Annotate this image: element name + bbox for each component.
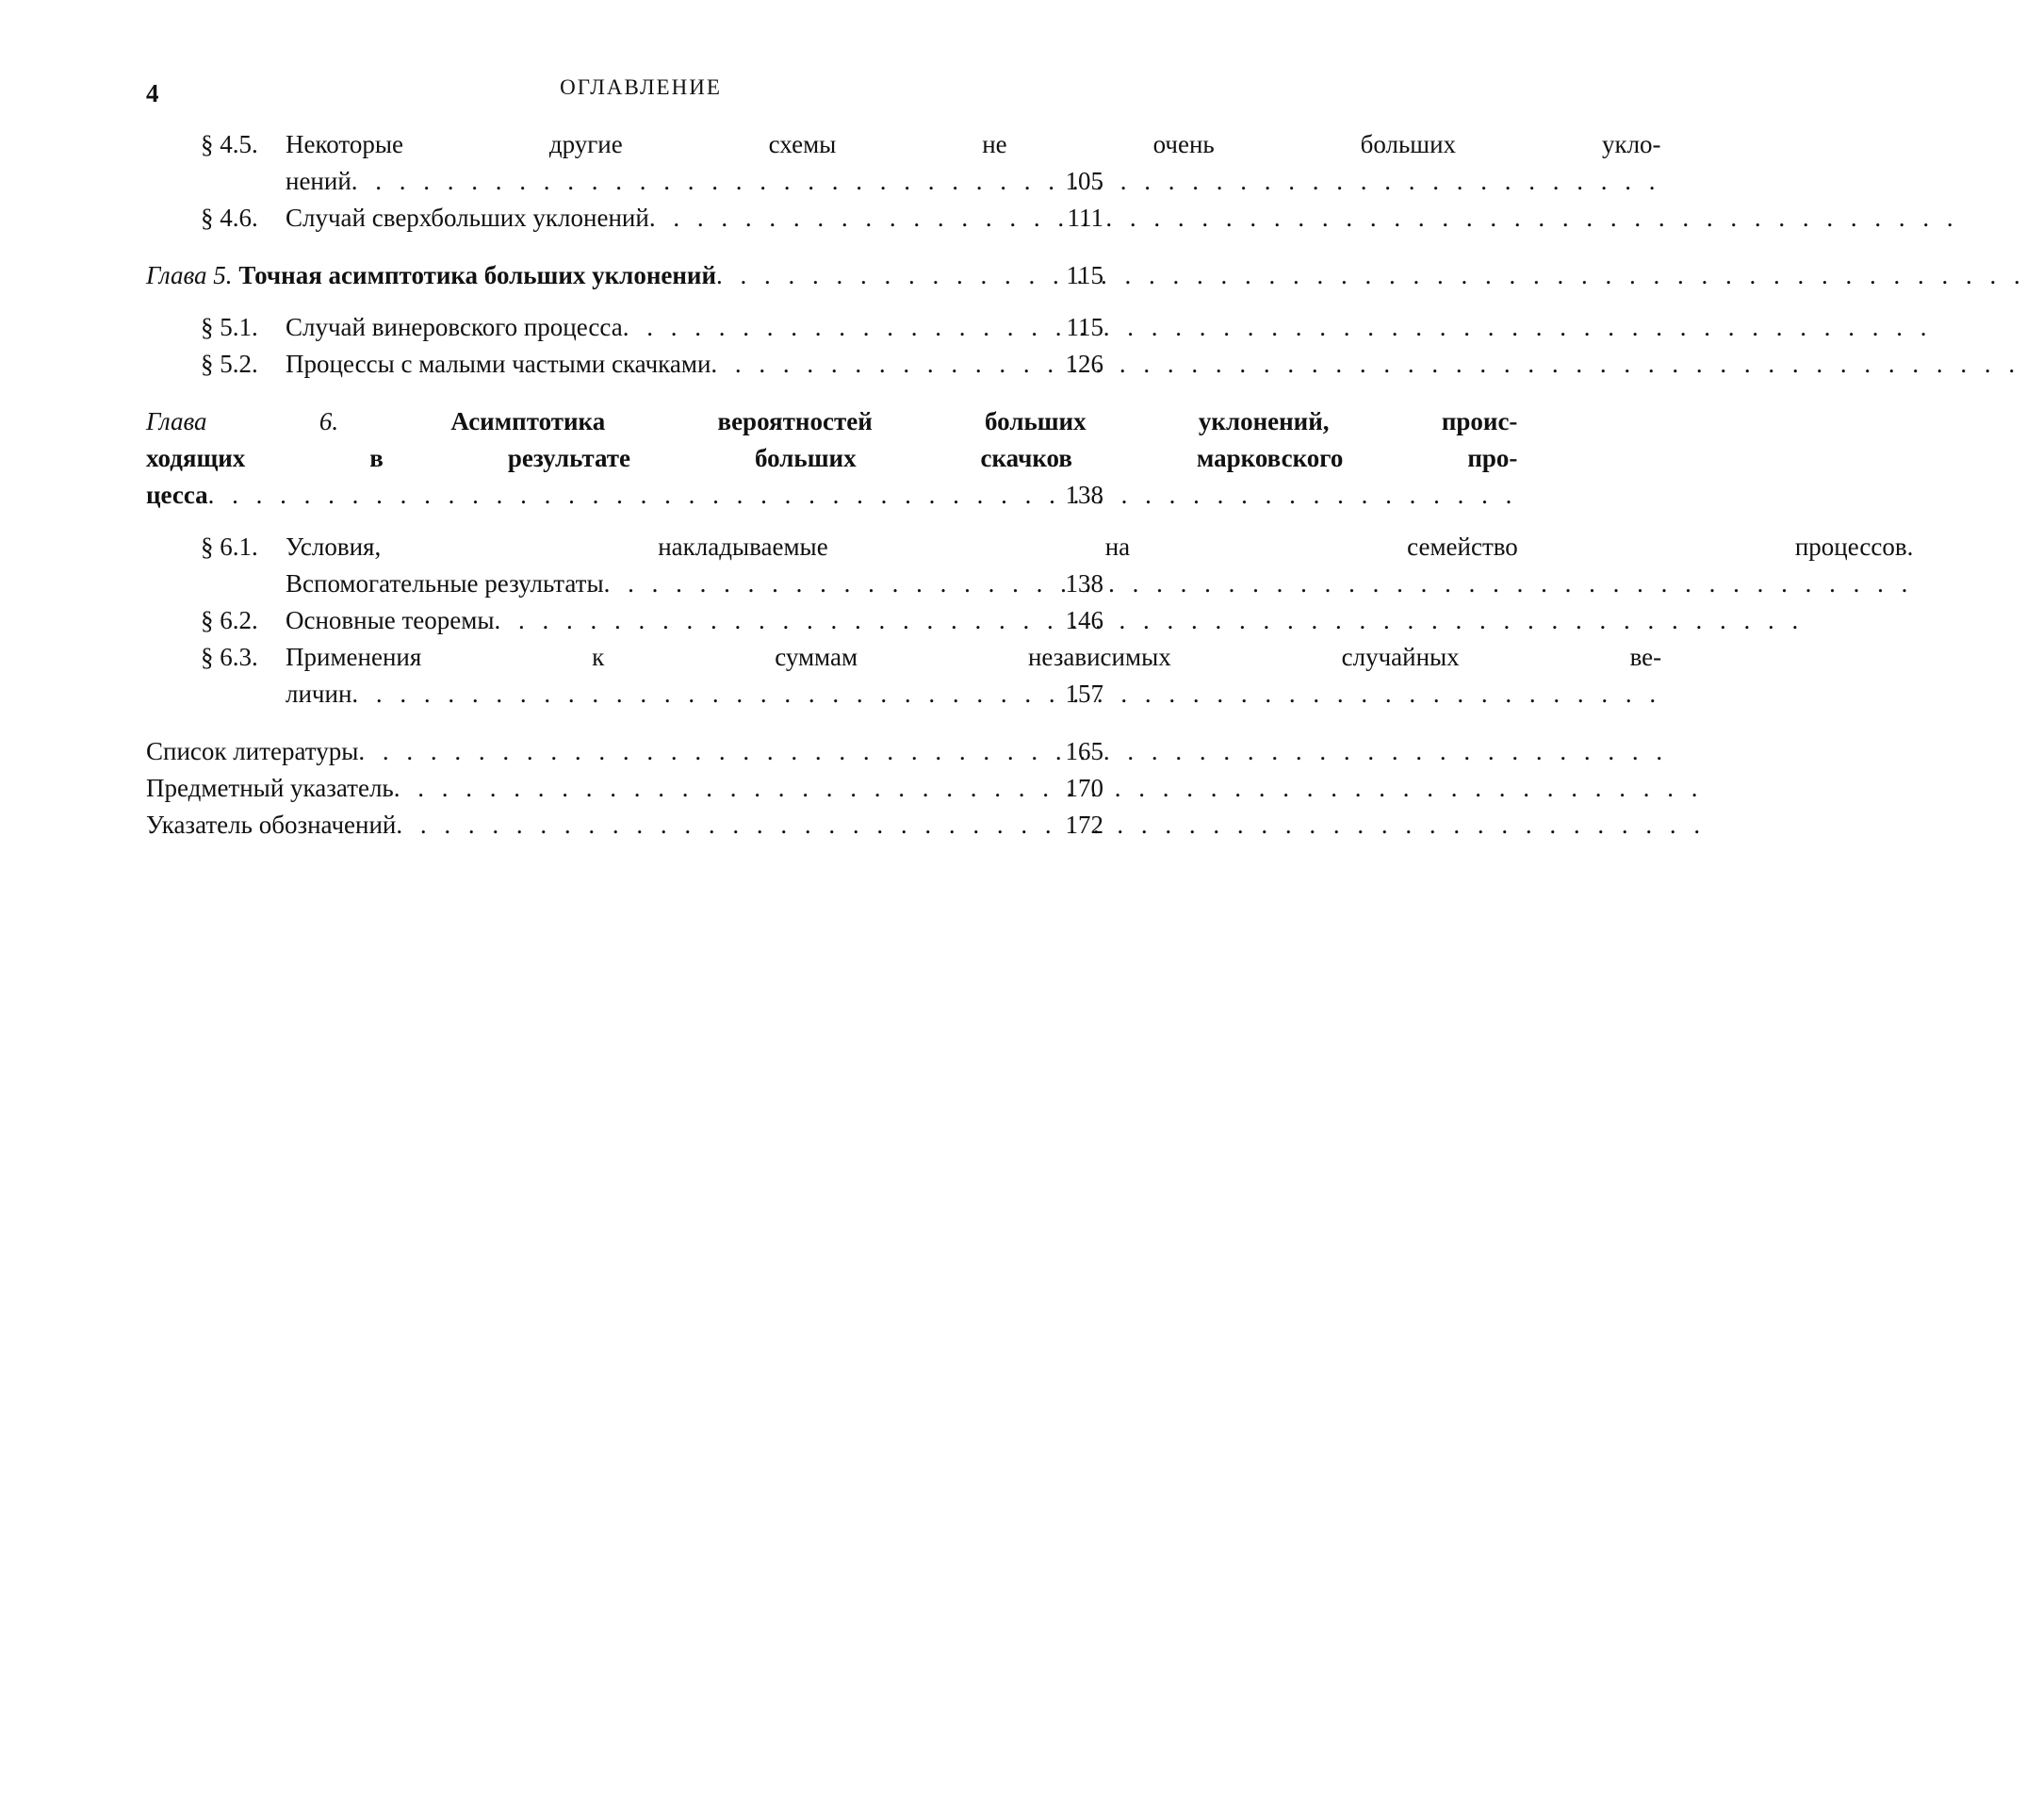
entry-title-line1: Некоторые другие схемы не очень больших укло- — [286, 130, 1661, 158]
toc-entry-4-5[interactable] — [146, 126, 1661, 200]
entry-title-line1: Применения к суммам независимых случайных ве- — [286, 643, 1662, 671]
entry-title: Предметный указатель — [146, 774, 394, 802]
entry-title-line2: Вспомогательные результаты — [286, 569, 604, 598]
toc-entry-6-2[interactable] — [146, 602, 1107, 639]
toc-chapter-5[interactable] — [146, 257, 1107, 294]
dot-leader — [649, 200, 1959, 237]
dot-leader — [711, 346, 2020, 383]
page-number: 4 — [146, 79, 159, 107]
page-ref: 172 — [1065, 811, 1103, 839]
page-ref: 115 — [1066, 313, 1103, 341]
page-ref: 138 — [1065, 481, 1103, 509]
table-of-contents — [146, 126, 1914, 844]
entry-title: Список литературы — [146, 737, 359, 765]
toc-entry-4-6[interactable] — [146, 200, 1107, 237]
section-number: § 4.6. — [201, 204, 258, 232]
toc-subject-index[interactable] — [146, 770, 1107, 807]
dot-leader — [358, 733, 1668, 770]
chapter-label: Глава 5. — [146, 261, 233, 289]
page-ref: 115 — [1066, 261, 1103, 289]
running-title: ОГЛАВЛЕНИЕ — [560, 75, 722, 99]
dot-leader — [716, 257, 2026, 294]
page-ref: 111 — [1067, 204, 1103, 232]
dot-leader — [351, 676, 1661, 713]
page-ref: 138 — [1065, 569, 1103, 598]
page-ref: 170 — [1065, 774, 1103, 802]
toc-references[interactable] — [146, 733, 1107, 770]
chapter-title: Точная асимптотика больших уклонений — [238, 261, 717, 289]
page-ref: 126 — [1065, 350, 1103, 378]
toc-entry-6-3[interactable] — [146, 639, 1662, 713]
page-ref: 157 — [1065, 680, 1103, 708]
entry-title-line1: Условия, накладываемые на семейство процессов. — [286, 533, 1914, 561]
toc-notation-index[interactable] — [146, 807, 1107, 844]
spacer — [146, 713, 1107, 733]
page-ref: 165 — [1065, 737, 1103, 765]
section-number: § 5.2. — [201, 350, 258, 378]
page-header — [146, 75, 1107, 113]
toc-entry-5-1[interactable] — [146, 309, 1107, 346]
entry-title: Указатель обозначений — [146, 811, 397, 839]
page-ref: 146 — [1065, 606, 1103, 634]
section-number: § 6.3. — [201, 643, 258, 671]
toc-entry-5-2[interactable] — [146, 346, 1107, 383]
entry-title: Случай винеровского процесса — [286, 313, 623, 341]
section-number: § 5.1. — [201, 313, 258, 341]
dot-leader — [604, 566, 1914, 602]
page-ref: 105 — [1065, 167, 1103, 195]
dot-leader — [208, 477, 1518, 514]
entry-title: Случай сверхбольших уклонений — [286, 204, 649, 232]
dot-leader — [623, 309, 1933, 346]
dot-leader — [495, 602, 1805, 639]
entry-title-line2: личин — [286, 680, 352, 708]
toc-chapter-6[interactable] — [146, 403, 1518, 514]
section-number: § 6.1. — [201, 533, 258, 561]
entry-title: Процессы с малыми частыми скачками — [286, 350, 711, 378]
section-number: § 4.5. — [201, 130, 258, 158]
toc-entry-6-1[interactable] — [146, 529, 1914, 602]
chapter-label: Глава 6. — [146, 407, 339, 435]
section-number: § 6.2. — [201, 606, 258, 634]
entry-title-line2: нений — [286, 167, 351, 195]
chapter-title-line1: Асимптотика вероятностей больших уклонений, проис- — [450, 407, 1518, 435]
page-content — [146, 75, 1914, 844]
chapter-title-line2: ходящих в результате больших скачков марковского про- — [146, 444, 1518, 472]
entry-title: Основные теоремы — [286, 606, 495, 634]
dot-leader — [351, 163, 1661, 200]
chapter-title-line3: цесса — [146, 481, 208, 509]
